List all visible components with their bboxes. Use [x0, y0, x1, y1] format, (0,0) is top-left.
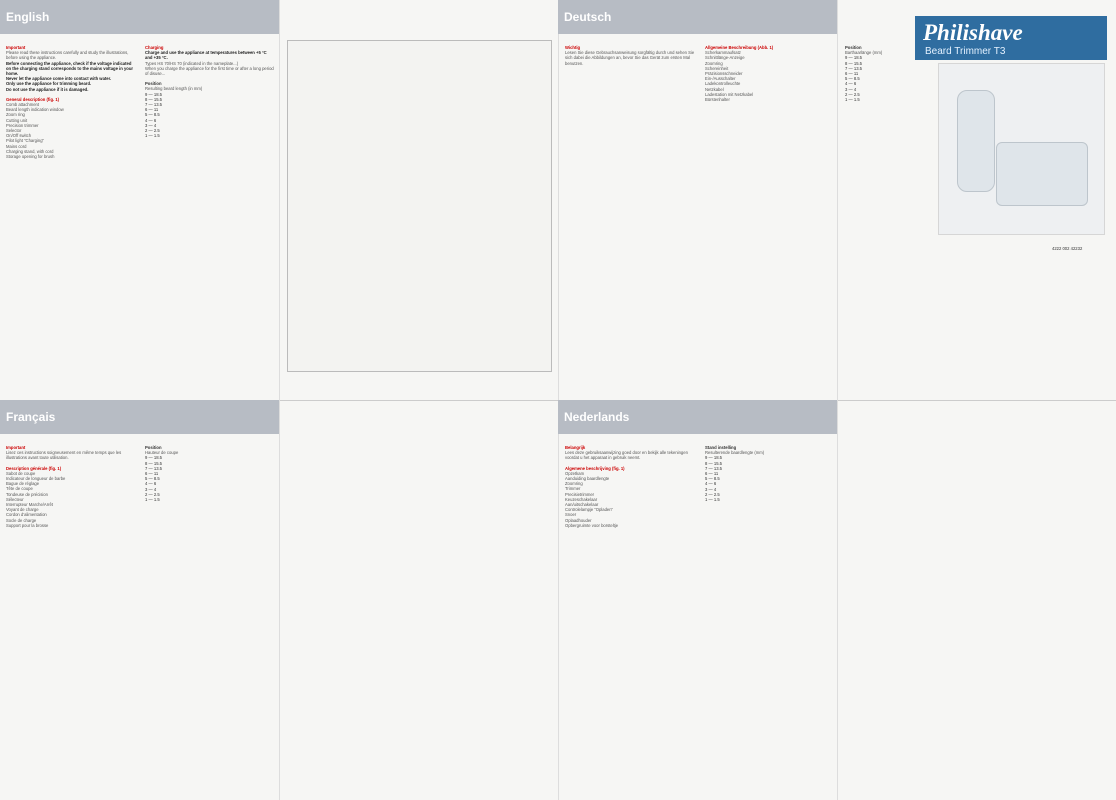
product-code: 4222 002 42232	[1052, 246, 1083, 251]
important-title: Important	[6, 445, 26, 450]
french-band	[0, 400, 279, 434]
table-row: 2 — 2.5	[705, 491, 720, 497]
desc-item: Selector	[6, 128, 22, 134]
important-item: Only use the appliance for trimming beard.	[6, 81, 92, 87]
table-row: 3 — 4	[145, 486, 157, 492]
desc-item: Charging stand, with cord	[6, 148, 54, 154]
position-title: Stand instelling	[705, 445, 737, 450]
algemeen-item: Trimmer	[565, 486, 581, 492]
table-row: 4 — 6	[845, 81, 857, 87]
table-row: 8 — 15.5	[845, 60, 863, 66]
table-row: 2 — 2.5	[845, 91, 860, 97]
description-title: Description générale (fig. 1)	[6, 465, 62, 471]
table-row: 9 — 18.5	[705, 455, 723, 461]
geraet-item: Schereinheit	[705, 65, 729, 71]
table-row: 1 — 1.5	[845, 97, 860, 103]
wichtig-text: Lesen Sie diese Gebrauchsanweisung sorgfältig durch und sehen Sie sich dabei die Abbildungen an, bevor Sie das Gerät zum ersten Mal benutzen.	[565, 50, 695, 66]
product-image	[938, 63, 1105, 235]
dutch-col-1	[565, 440, 695, 528]
table-row: 8 — 15.5	[145, 460, 163, 466]
algemeen-item: Aan/uitschakelaar	[565, 502, 599, 508]
table-row: 3 — 4	[845, 86, 857, 92]
table-row: 7 — 13.5	[145, 102, 163, 108]
desc-item: Interrupteur Marche/Arrêt	[6, 502, 54, 508]
important-text: Please read these instructions carefully and study the illustrations, before using the appliance.	[6, 50, 129, 61]
desc-item: Tondeuse de précision	[6, 491, 48, 497]
desc-item: Precision trimmer	[6, 122, 39, 128]
charging-item: Types HS 70/HS 70 (indicated in the nameplate...)	[145, 60, 239, 66]
position-text: Barthaarlänge (mm)	[845, 50, 883, 56]
geraet-title: Allgemeine Beschreibung (Abb. 1)	[705, 45, 774, 50]
english-col-1	[6, 40, 136, 159]
vertical-divider-1	[279, 0, 280, 800]
table-row: 4 — 6	[705, 481, 717, 487]
general-title: General description (fig. 1)	[6, 96, 60, 102]
table-row: 5 — 8.5	[145, 112, 160, 118]
desc-item: Zoom ring	[6, 112, 25, 118]
algemeen-item: Precisietrimmer	[565, 491, 595, 497]
table-row: 3 — 4	[145, 122, 157, 128]
band-title: Nederlands	[564, 410, 630, 424]
table-row: 8 — 15.5	[705, 460, 723, 466]
geraet-item: Scherkammaufsatz	[705, 50, 741, 56]
deutsch-band	[558, 0, 837, 34]
important-title: Important	[6, 45, 26, 50]
geraet-item: Präzisionsschneider	[705, 71, 743, 77]
geraet-item: Zoomring	[705, 60, 723, 66]
belangrijk-title: Belangrijk	[565, 445, 586, 450]
table-row: 7 — 13.5	[145, 465, 163, 471]
algemeen-item: Keuzeschakelaar	[565, 496, 598, 502]
table-row: 5 — 8.5	[145, 476, 160, 482]
charging-stand-image	[996, 142, 1088, 206]
table-row: 6 — 11	[145, 107, 159, 113]
dutch-col-2	[705, 440, 831, 502]
band-title: Français	[6, 410, 56, 424]
english-text-column-2	[287, 40, 552, 372]
table-row: 6 — 11	[705, 471, 719, 477]
philishave-logo	[915, 16, 1107, 60]
important-text: Lisez ces instructions soigneusement en même temps que les illustrations avant toute utilisation.	[6, 450, 122, 461]
vertical-divider-3	[837, 0, 838, 800]
table-row: 6 — 11	[145, 471, 159, 477]
table-row: 9 — 18.5	[845, 55, 863, 61]
table-row: 9 — 18.5	[145, 91, 163, 97]
algemeen-item: Controlelampje “Opladen”	[565, 507, 613, 513]
algemeen-title: Algemene beschrijving (fig. 1)	[565, 465, 625, 471]
table-row: 4 — 6	[145, 117, 157, 123]
desc-item: Socle de charge	[6, 517, 37, 523]
desc-item: Mains cord	[6, 143, 27, 149]
desc-item: Storage opening for brush	[6, 154, 55, 160]
desc-item: Bague de réglage	[6, 481, 40, 487]
geraet-item: Ein-/Ausschalter	[705, 76, 736, 82]
desc-item: Sélecteur	[6, 496, 24, 502]
french-col-1	[6, 440, 136, 528]
band-title: Deutsch	[564, 10, 612, 24]
belangrijk-text: Lees deze gebruiksaanwijzing goed door en bekijk alle tekeningen voordat u het apparaat in gebruik neemt.	[565, 450, 688, 461]
algemeen-item: Oplaadhouder	[565, 517, 592, 523]
french-col-2	[145, 440, 275, 502]
table-row: 5 — 8.5	[705, 476, 720, 482]
charging-text: Charge and use the appliance at temperatures between +5 °C and +35 °C.	[145, 50, 267, 61]
desc-item: Pilot light “Charging”	[6, 138, 44, 144]
table-row: 5 — 8.5	[845, 76, 860, 82]
charging-item: When you charge the appliance for the first time or after a long period of disuse...	[145, 65, 274, 77]
trimmer-image	[957, 90, 995, 192]
geraet-item: Bürstenhalter	[705, 97, 730, 103]
position-text: Resulterende baardlengte (mm)	[705, 450, 765, 456]
desc-item: Cutting unit	[6, 117, 28, 123]
table-row: 9 — 18.5	[145, 455, 163, 461]
wichtig-title: Wichtig	[565, 45, 581, 50]
algemeen-item: Zoomring	[565, 481, 583, 487]
table-row: 7 — 13.5	[845, 65, 863, 71]
product-title: Beard Trimmer T3	[925, 46, 1006, 57]
table-row: 1 — 1.5	[705, 497, 720, 503]
important-item: Do not use the appliance if it is damaged.	[6, 86, 89, 92]
position-title: Position	[845, 45, 862, 50]
geraet-item: Ladestation mit Netzkabel	[705, 91, 754, 97]
table-row: 3 — 4	[705, 486, 717, 492]
algemeen-item: Opbergruimte voor borsteltje	[565, 522, 619, 528]
table-row: 8 — 15.5	[145, 96, 163, 102]
algemeen-item: Opzetkam	[565, 470, 585, 476]
table-row: 1 — 1.5	[145, 497, 160, 503]
desc-item: Beard length indication window	[6, 107, 64, 113]
deutsch-col-2	[705, 40, 831, 102]
desc-item: Voyant de charge	[6, 507, 39, 513]
deutsch-col-1	[565, 40, 695, 66]
desc-item: Indicateur de longueur de barbe	[6, 476, 66, 482]
position-table	[145, 92, 275, 139]
desc-item: On/Off switch	[6, 133, 32, 139]
english-col-2	[145, 40, 275, 138]
table-row: 2 — 2.5	[145, 491, 160, 497]
algemeen-item: Aanduiding baardlengte	[565, 476, 610, 482]
geraet-item: Ladekontrolleuchte	[705, 81, 741, 87]
position-title: Position	[145, 81, 162, 87]
algemeen-item: Snoer	[565, 512, 577, 518]
table-row: 7 — 13.5	[705, 465, 723, 471]
important-item: Before connecting the appliance, check if the voltage indicated on the charging stand corresponds to the mains voltage in your home.	[6, 60, 134, 77]
desc-item: Cordon d’alimentation	[6, 512, 47, 518]
desc-item: Comb attachment	[6, 102, 40, 108]
table-row: 2 — 2.5	[145, 128, 160, 134]
desc-item: Sabot de coupe	[6, 470, 36, 476]
dutch-band	[558, 400, 837, 434]
band-title: English	[6, 10, 50, 24]
position-text: Hauteur de coupe	[145, 450, 179, 456]
charging-title: Charging	[145, 45, 164, 50]
deutsch-position-table	[845, 40, 930, 102]
table-row: 4 — 6	[145, 481, 157, 487]
position-title: Position	[145, 445, 162, 450]
desc-item: Tête de coupe	[6, 486, 33, 492]
position-text: Resulting beard length (in mm)	[145, 86, 203, 92]
important-item: Never let the appliance come into contact with water.	[6, 76, 112, 82]
geraet-item: Schnittlänge-Anzeige	[705, 55, 745, 61]
brand-name: Philishave	[923, 20, 1023, 45]
geraet-item: Netzkabel	[705, 86, 724, 92]
english-band	[0, 0, 279, 34]
table-row: 1 — 1.5	[145, 133, 160, 139]
table-row: 6 — 11	[845, 71, 859, 77]
desc-item: Support pour la brosse	[6, 522, 49, 528]
